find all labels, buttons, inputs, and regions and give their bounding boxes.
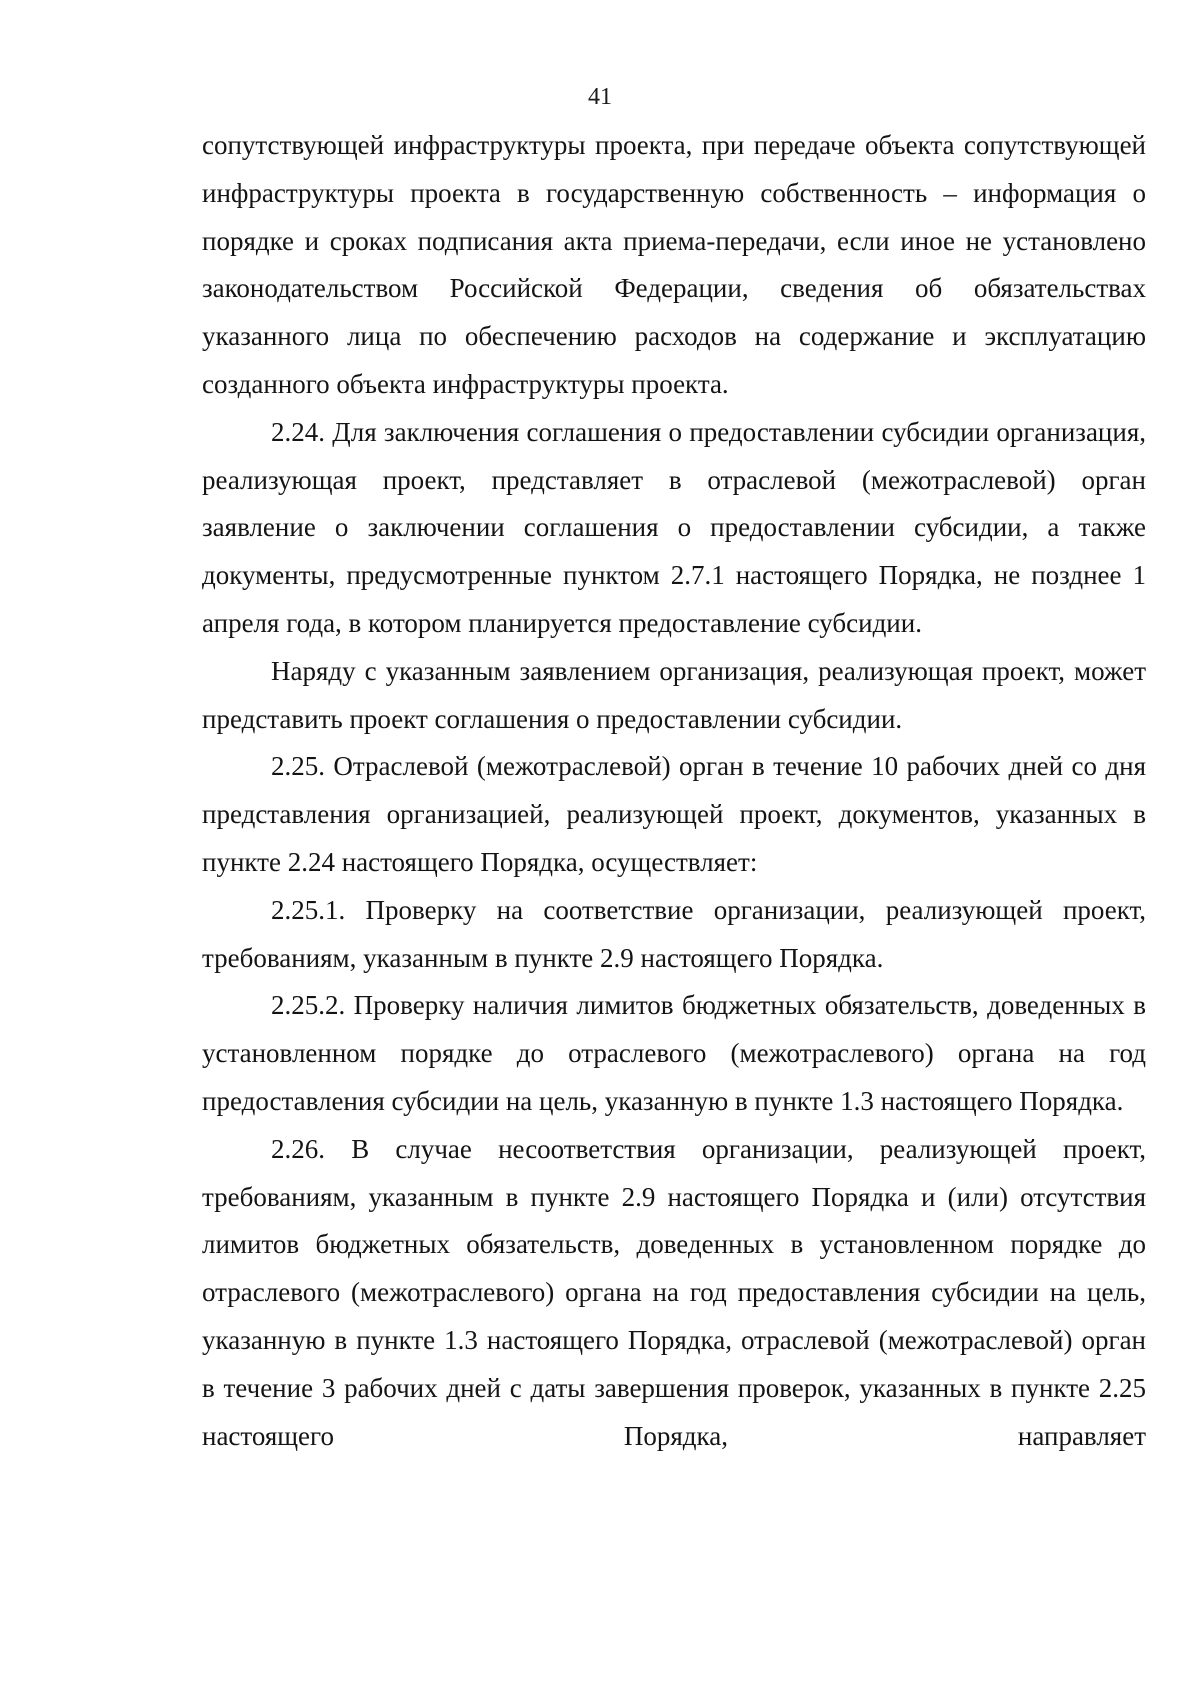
paragraph-continuation: сопутствующей инфраструктуры проекта, при передаче объекта сопутствующей инфраструктуры проекта в государственную собственность – информация о порядке и сроках подписания акта приема-передачи, если иное не установлено законодательством Российской Федерации, сведения об обязательствах указанного лица по обеспечению расходов на содержание и эксплуатацию созданного объекта инфраструктуры проекта. xyxy=(202,130,1146,399)
page-number: 41 xyxy=(588,84,612,110)
paragraph-2-24-addendum: Наряду с указанным заявлением организация, реализующая проект, может представить проект соглашения о предоставлении субсидии. xyxy=(202,655,1146,734)
paragraph-2-24: 2.24. Для заключения соглашения о предоставлении субсидии организация, реализующая проект, представляет в отраслевой (межотраслевой) орган заявление о заключении соглашения о предоставлении субсидии, а также документы, предусмотренные пунктом 2.7.1 настоящего Порядка, не позднее 1 апреля года, в котором планируется предоставление субсидии. xyxy=(202,416,1146,638)
paragraph-2-25-2: 2.25.2. Проверку наличия лимитов бюджетных обязательств, доведенных в установленном порядке до отраслевого (межотраслевого) органа на год предоставления субсидии на цель, указанную в пункте 1.3 настоящего Порядка. xyxy=(202,990,1146,1116)
paragraph-2-25-1: 2.25.1. Проверку на соответствие организации, реализующей проект, требованиям, указанным в пункте 2.9 настоящего Порядка. xyxy=(202,894,1146,973)
paragraph-2-26: 2.26. В случае несоответствия организации, реализующей проект, требованиям, указанным в пункте 2.9 настоящего Порядка и (или) отсутствия лимитов бюджетных обязательств, доведенных в установленном порядке до отраслевого (межотраслевого) органа на год предоставления субсидии на цель, указанную в пункте 1.3 настоящего Порядка, отраслевой (межотраслевой) орган в течение 3 рабочих дней с даты завершения проверок, указанных в пункте 2.25 настоящего Порядка, направляет xyxy=(202,1133,1146,1451)
document-body xyxy=(202,122,1146,1460)
paragraph-2-25: 2.25. Отраслевой (межотраслевой) орган в течение 10 рабочих дней со дня представления организацией, реализующей проект, документов, указанных в пункте 2.24 настоящего Порядка, осуществляет: xyxy=(202,751,1146,877)
